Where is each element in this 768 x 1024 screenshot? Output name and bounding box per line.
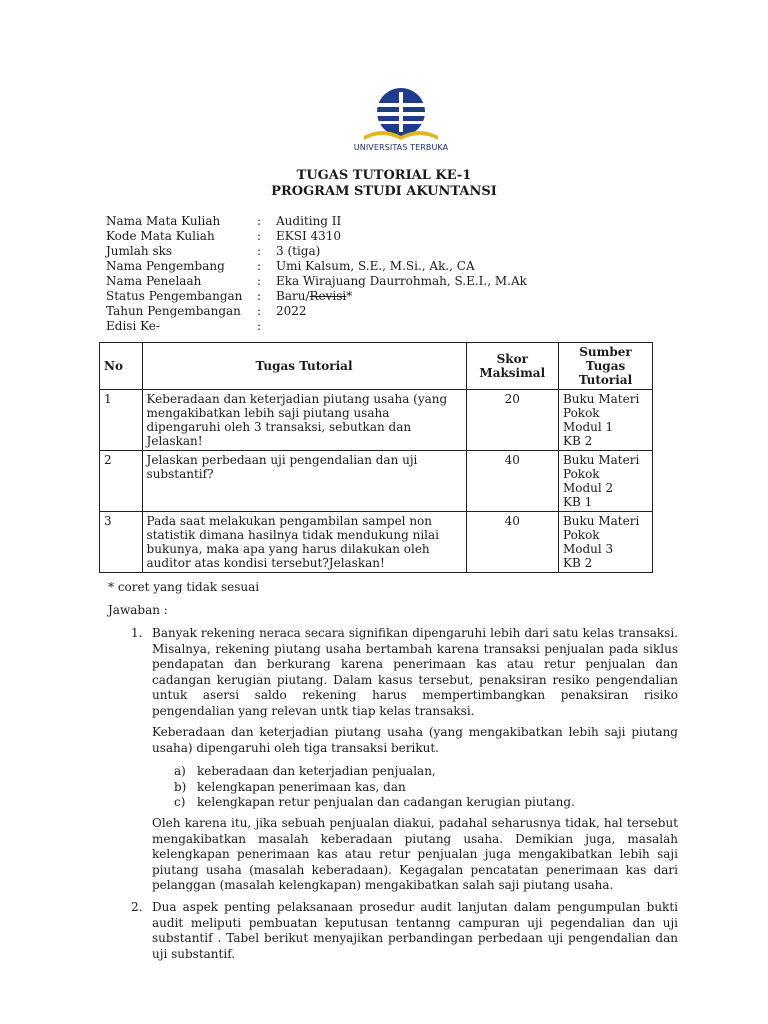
header-no: No xyxy=(100,343,143,390)
table-row: 2 Jelaskan perbedaan uji pengendalian dan uji substantif? 40 Buku Materi Pokok Modul 2 KB 1 xyxy=(100,451,653,512)
strike-note: * coret yang tidak sesuai xyxy=(108,580,260,594)
logo-text: UNIVERSITAS TERBUKA xyxy=(353,143,449,152)
source-cell: Buku Materi Pokok Modul 2 KB 1 xyxy=(558,451,652,512)
tutorial-task-table xyxy=(99,342,653,573)
header-task: Tugas Tutorial xyxy=(142,343,466,390)
source-cell: Buku Materi Pokok Modul 3 KB 2 xyxy=(558,512,652,573)
answer-1-paragraph-2: Keberadaan dan keterjadian piutang usaha (yang mengakibatkan lebih saji piutang usaha) dipengaruhi oleh tiga transaksi berikut. xyxy=(152,725,678,755)
document-title: TUGAS TUTORIAL KE-1 xyxy=(296,168,472,183)
status-value: Baru/Revisi* xyxy=(276,289,353,303)
table-row: 3 Pada saat melakukan pengambilan sampel non statistik dimana hasilnya tidak mendukung nilai bukunya, maka apa yang harus dilakukan oleh auditor atas kondisi tersebut?Jelaskan! 40 Buku Materi Pokok Modul 3 KB 2 xyxy=(100,512,653,573)
answer-1-paragraph-3: Oleh karena itu, jika sebuah penjualan diakui, padahal seharusnya tidak, hal tersebut mengakibatkan masalah keberadaan piutang usaha. Demikian juga, masalah kelengkapan penerimaan kas atau retur penjualan juga mengakibatkan lebih saji piutang usaha (masalah keberadaan). Kegagalan pencatatan penerimaan kas dari pelanggan (masalah kelengkapan) mengakibatkan salah saji piutang usaha. xyxy=(152,816,678,892)
answer-1-paragraph-1: Banyak rekening neraca secara signifikan dipengaruhi lebih dari satu kelas transaksi. Misalnya, rekening piutang usaha bertambah karena transaksi penjualan pada siklus pendapatan dan berkurang karena penerimaan kas atau retur penjualan dan cadangan kerugian piutang. Dalam kasus tersebut, penaksiran resiko pengendalian untuk asersi saldo rekening harus mempertimbangkan penaksiran risiko pengendalian yang relevan untk tiap kelas transaksi. xyxy=(152,626,678,718)
header-source: Sumber Tugas Tutorial xyxy=(558,343,652,390)
header-skor: Skor Maksimal xyxy=(466,343,558,390)
answers-heading: Jawaban : xyxy=(108,603,168,617)
table-header-row xyxy=(100,343,653,390)
answer-number: 1. xyxy=(131,626,143,640)
table-row: 1 Keberadaan dan keterjadian piutang usaha (yang mengakibatkan lebih saji piutang usaha dipengaruhi oleh 3 transaksi, sebutkan dan Jelaskan! 20 Buku Materi Pokok Modul 1 KB 2 xyxy=(100,390,653,451)
source-cell: Buku Materi Pokok Modul 1 KB 2 xyxy=(558,390,652,451)
answer-2-paragraph-1: Dua aspek penting pelaksanaan prosedur audit lanjutan dalam pengumpulan bukti audit meliputi pembuatan keputusan tentanng campuran uji pegendalian dan uji substantif . Tabel berikut menyajikan perbandingan perbedaan uji pengendalian dan uji substantif. xyxy=(152,900,678,961)
answer-number: 2. xyxy=(131,900,143,914)
document-subtitle: PROGRAM STUDI AKUNTANSI xyxy=(271,184,497,199)
struck-option: Revisi xyxy=(309,289,347,303)
